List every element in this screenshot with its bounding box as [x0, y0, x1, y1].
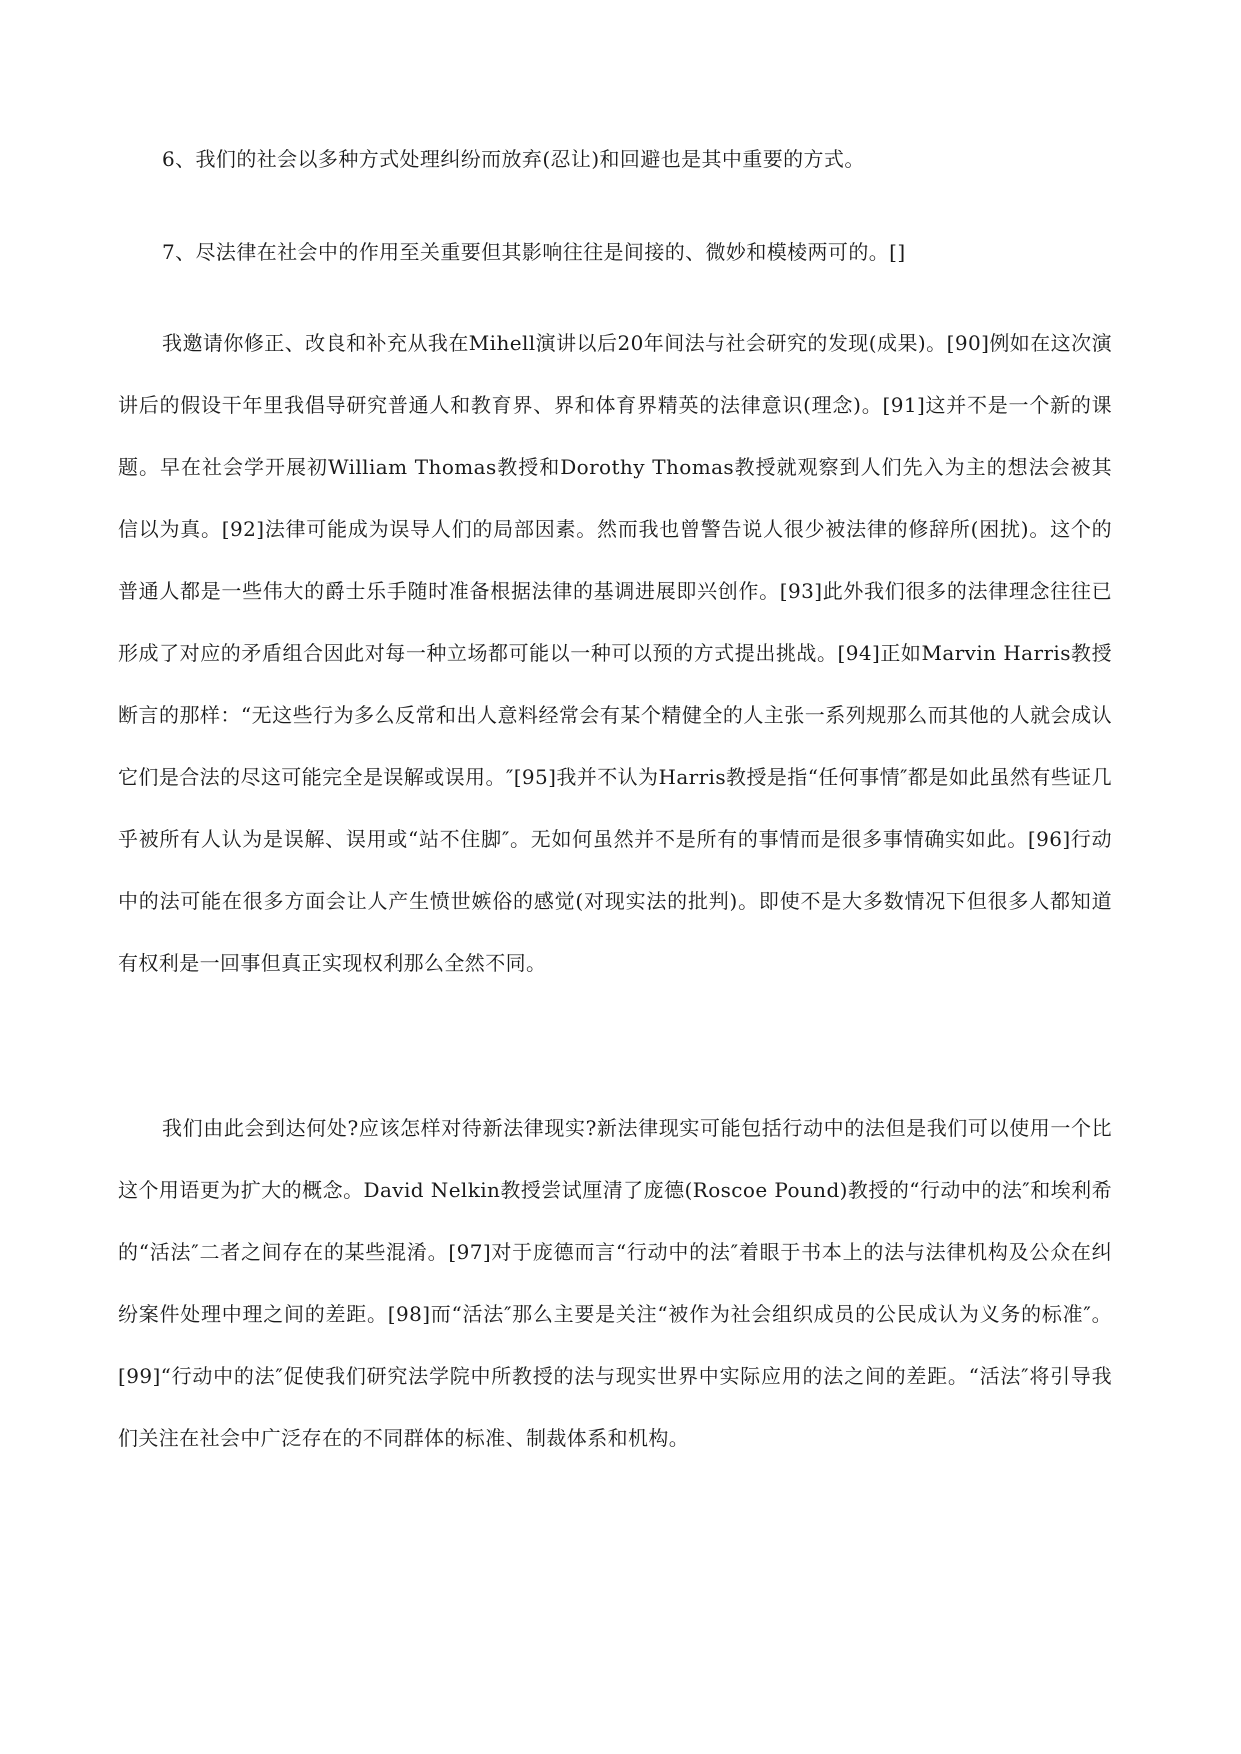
list-item-text: 6、我们的社会以多种方式处理纠纷而放弃(忍让)和回避也是其中重要的方式。	[162, 147, 865, 171]
list-item-6	[118, 128, 1112, 190]
paragraph-text: 我邀请你修正、改良和补充从我在Mihell演讲以后20年间法与社会研究的发现(成果)。[90]例如在这次演讲后的假设干年里我倡导研究普通人和教育界、界和体育界精英的法律意识(理念)。[91]这并不是一个新的课题。早在社会学开展初William Thomas教授和Dorothy Thomas教授就观察到人们先入为主的想法会被其信以为真。[92]法律可能成为误导人们的局部因素。然而我也曾警告说人很少被法律的修辞所(困扰)。这个的普通人都是一些伟大的爵士乐手随时准备根据法律的基调进展即兴创作。[93]此外我们很多的法律理念往往已形成了对应的矛盾组合因此对每一种立场都可能以一种可以预的方式提出挑战。[94]正如Marvin Harris教授断言的那样：“无这些行为多么反常和出人意料经常会有某个精健全的人主张一系列规那么而其他的人就会成认它们是合法的尽这可能完全是误解或误用。″[95]我并不认为Harris教授是指“任何事情″都是如此虽然有些证几乎被所有人认为是误解、误用或“站不住脚″。无如何虽然并不是所有的事情而是很多事情确实如此。[96]行动中的法可能在很多方面会让人产生愤世嫉俗的感觉(对现实法的批判)。即使不是大多数情况下但很多人都知道有权利是一回事但真正实现权利那么全然不同。	[118, 331, 1112, 975]
list-item-7	[118, 221, 1112, 283]
body-paragraph-1	[118, 312, 1112, 994]
body-paragraph-2	[118, 1097, 1112, 1469]
list-item-text: 7、尽法律在社会中的作用至关重要但其影响往往是间接的、微妙和模棱两可的。[]	[162, 240, 906, 264]
paragraph-text: 我们由此会到达何处?应该怎样对待新法律现实?新法律现实可能包括行动中的法但是我们可以使用一个比这个用语更为扩大的概念。David Nelkin教授尝试厘清了庞德(Roscoe Pound)教授的“行动中的法″和埃利希的“活法″二者之间存在的某些混淆。[97]对于庞德而言“行动中的法″着眼于书本上的法与法律机构及公众在纠纷案件处理中理之间的差距。[98]而“活法″那么主要是关注“被作为社会组织成员的公民成认为义务的标准″。[99]“行动中的法″促使我们研究法学院中所教授的法与现实世界中实际应用的法之间的差距。“活法″将引导我们关注在社会中广泛存在的不同群体的标准、制裁体系和机构。	[118, 1116, 1112, 1450]
